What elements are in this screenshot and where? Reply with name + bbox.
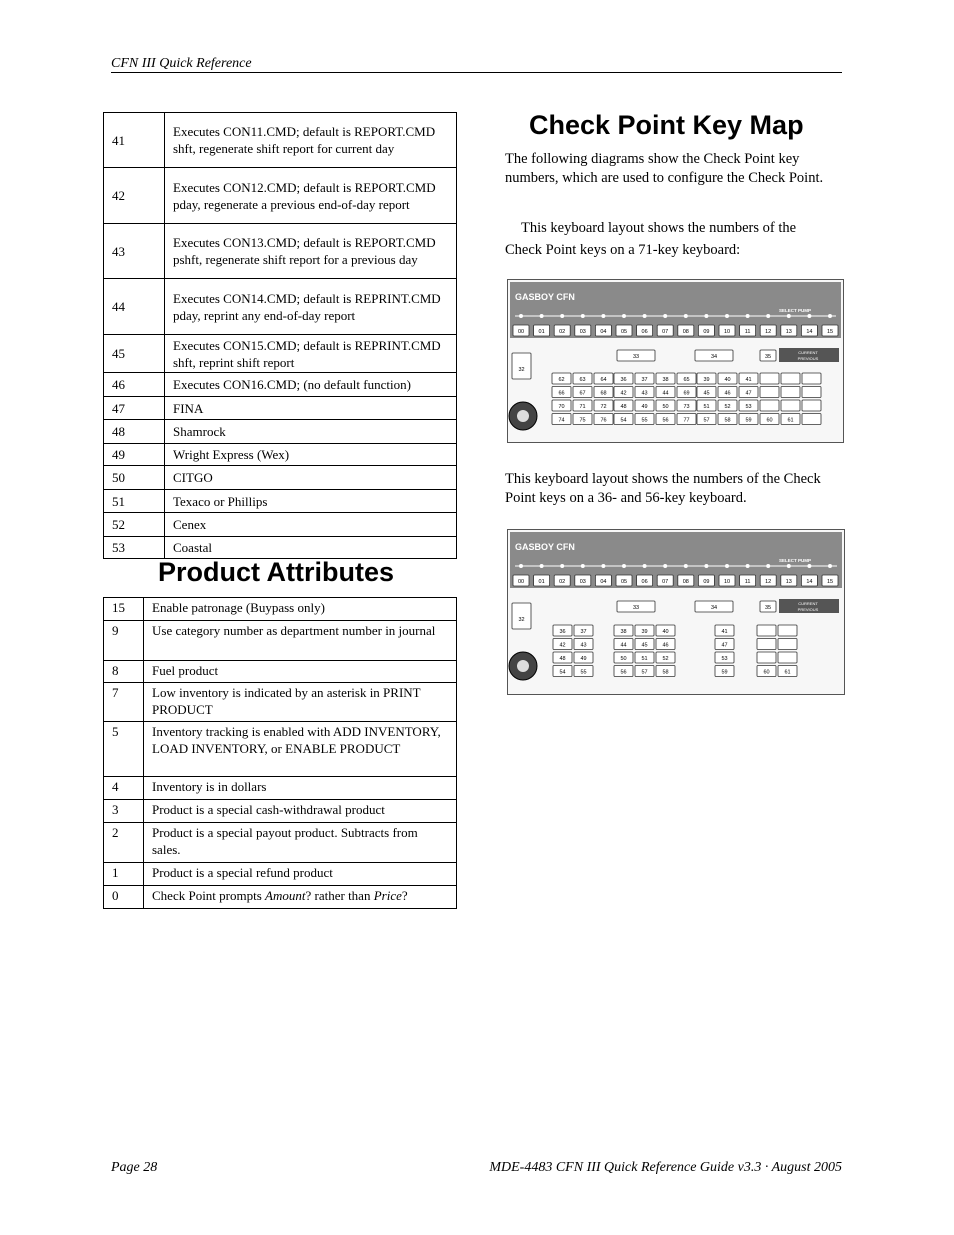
key-description: Executes CON14.CMD; default is REPRINT.CMD pday, reprint any end-of-day report: [165, 279, 457, 335]
key-label: 41: [745, 376, 752, 383]
key-label: 54: [620, 417, 627, 424]
running-header: CFN III Quick Reference: [111, 56, 842, 73]
key-label: 04: [600, 328, 607, 335]
key-number: 41: [104, 113, 165, 168]
key-label: 41: [721, 628, 728, 635]
key-label: 32: [518, 617, 525, 623]
table-row: [104, 490, 457, 513]
pump-led: [766, 314, 770, 318]
mode-dial-center: [517, 660, 529, 672]
key-label: 45: [641, 642, 648, 649]
key-number: 44: [104, 279, 165, 335]
key-label: 02: [559, 328, 566, 335]
key-label: 39: [641, 628, 648, 635]
bit-number: 2: [104, 823, 144, 863]
pump-led: [601, 314, 605, 318]
key-label: 61: [784, 669, 791, 676]
key-description: Wright Express (Wex): [165, 444, 457, 466]
key-label: 61: [787, 417, 794, 424]
key-label: 54: [559, 669, 566, 676]
pump-led: [787, 564, 791, 568]
table-row: [104, 661, 457, 683]
pump-led: [601, 564, 605, 568]
table-row: [104, 777, 457, 800]
key-label: 33: [632, 604, 640, 611]
key-label: 33: [632, 353, 640, 360]
key-label: 49: [580, 655, 587, 662]
key-label: 57: [641, 669, 648, 676]
key: [781, 400, 800, 411]
key-number: 46: [104, 373, 165, 397]
brand-logo: GASBOY CFN: [515, 542, 575, 552]
key-label: 05: [620, 578, 628, 585]
key-label: 75: [579, 417, 586, 424]
key-label: 00: [517, 328, 525, 335]
key: [760, 373, 779, 384]
pump-led: [766, 564, 770, 568]
key: [802, 387, 821, 398]
key: [778, 639, 797, 650]
pump-led: [828, 564, 832, 568]
key-label: 42: [620, 390, 627, 397]
key-label: 09: [703, 328, 710, 335]
key-label: 39: [703, 376, 710, 383]
desc-italic: Price: [373, 888, 402, 903]
key: [512, 353, 531, 379]
key-label: 08: [682, 328, 689, 335]
key: [802, 373, 821, 384]
key: [757, 625, 776, 636]
pump-led: [519, 564, 523, 568]
table-row: [104, 420, 457, 444]
key-label: 53: [745, 403, 752, 410]
key-label: 44: [620, 642, 627, 649]
table-row: [104, 598, 457, 621]
layout-71-caption: This keyboard layout shows the numbers of the Check Point keys on a 71-key keyboard:: [505, 220, 797, 258]
pump-led: [746, 314, 750, 318]
table-row: [104, 113, 457, 168]
pump-led: [704, 564, 708, 568]
key: [760, 387, 779, 398]
key: [778, 625, 797, 636]
key-description: Texaco or Phillips: [165, 490, 457, 513]
key-label: 58: [662, 669, 669, 676]
key-label: 07: [662, 328, 669, 335]
key-label: 51: [641, 655, 648, 662]
previous-label: PREVIOUS: [797, 607, 819, 612]
key-label: 06: [641, 578, 648, 585]
pump-led: [663, 564, 667, 568]
key-label: 43: [580, 642, 587, 649]
section-heading-product-attributes: Product Attributes: [158, 557, 394, 587]
desc-italic: Amount: [265, 888, 306, 903]
current-label: CURRENT: [798, 601, 818, 606]
key-label: 35: [764, 604, 772, 611]
bit-number: 9: [104, 621, 144, 661]
bit-number: 1: [104, 863, 144, 886]
table-row: [104, 683, 457, 722]
current-label: CURRENT: [798, 350, 818, 355]
key-label: 34: [710, 604, 718, 611]
key: [802, 414, 821, 425]
key-label: 74: [558, 417, 565, 424]
key-label: 15: [826, 578, 834, 585]
key-label: 12: [765, 578, 772, 585]
key-label: 60: [763, 669, 770, 676]
key: [512, 603, 531, 629]
key-label: 40: [724, 376, 731, 383]
key-label: 44: [662, 390, 669, 397]
key-label: 35: [764, 353, 772, 360]
bit-description: Inventory is in dollars: [144, 777, 457, 800]
pump-led: [581, 564, 585, 568]
pump-led: [519, 314, 523, 318]
key-label: 14: [806, 328, 813, 335]
key-label: 10: [723, 328, 731, 335]
key-label: 12: [765, 328, 772, 335]
key-description: Executes CON11.CMD; default is REPORT.CMD shft, regenerate shift report for current day: [165, 113, 457, 168]
page-number: Page 28: [111, 1160, 158, 1175]
table-row: [104, 224, 457, 279]
keyboard-71-diagram: [507, 279, 844, 443]
table-row: [104, 279, 457, 335]
bit-description: Product is a special refund product: [144, 863, 457, 886]
pump-led: [807, 314, 811, 318]
key: [757, 639, 776, 650]
key-label: 08: [682, 578, 689, 585]
key-label: 56: [620, 669, 627, 676]
table-row: [104, 335, 457, 373]
layout-36-caption: This keyboard layout shows the numbers of the Check Point keys on a 36- and 56-key keyboard.: [505, 471, 821, 506]
key-label: 53: [721, 655, 728, 662]
key-label: 11: [744, 578, 751, 585]
key: [781, 373, 800, 384]
key-label: 70: [558, 403, 565, 410]
bit-description: Enable patronage (Buypass only): [144, 598, 457, 621]
bit-number: 0: [104, 886, 144, 909]
pump-led: [560, 564, 564, 568]
pump-led: [663, 314, 667, 318]
pump-led: [560, 314, 564, 318]
table-row: [104, 537, 457, 559]
bit-description: Product is a special payout product. Subtracts from sales.: [144, 823, 457, 863]
key-number: 42: [104, 168, 165, 224]
key: [757, 652, 776, 663]
key-label: 36: [620, 376, 627, 383]
pump-led: [746, 564, 750, 568]
bit-number: 5: [104, 722, 144, 777]
key-label: 46: [662, 642, 669, 649]
key-label: 15: [826, 328, 834, 335]
key-label: 55: [580, 669, 587, 676]
key-number: 50: [104, 466, 165, 490]
bit-description: Product is a special cash-withdrawal product: [144, 800, 457, 823]
pump-led: [725, 314, 729, 318]
key-label: 56: [662, 417, 669, 424]
key-label: 09: [703, 578, 710, 585]
key-label: 63: [579, 376, 586, 383]
pump-led: [622, 314, 626, 318]
pump-led: [540, 314, 544, 318]
key-description: Executes CON12.CMD; default is REPORT.CMD pday, regenerate a previous end-of-day report: [165, 168, 457, 224]
key-label: 52: [662, 655, 669, 662]
key-label: 02: [559, 578, 566, 585]
key-label: 58: [724, 417, 731, 424]
key-description: Coastal: [165, 537, 457, 559]
key-label: 50: [662, 403, 669, 410]
product-attributes-table: [103, 597, 457, 909]
key-label: 42: [559, 642, 566, 649]
key-label: 49: [641, 403, 648, 410]
desc-text: ? rather than: [305, 888, 374, 903]
key-label: 34: [710, 353, 718, 360]
bit-description: Fuel product: [144, 661, 457, 683]
key-label: 11: [744, 328, 751, 335]
key-label: 52: [724, 403, 731, 410]
key-label: 45: [703, 390, 710, 397]
key-number: 47: [104, 397, 165, 420]
key-label: 71: [579, 403, 586, 410]
bit-number: 8: [104, 661, 144, 683]
pump-led: [828, 314, 832, 318]
previous-label: PREVIOUS: [797, 356, 819, 361]
key-label: 64: [600, 376, 607, 383]
table-row: [104, 168, 457, 224]
bit-number: 3: [104, 800, 144, 823]
table-row: [104, 397, 457, 420]
key-label: 01: [538, 578, 545, 585]
key-map-intro: The following diagrams show the Check Point key numbers, which are used to configure the Check Point.: [505, 151, 824, 186]
brand-logo: GASBOY CFN: [515, 292, 575, 302]
key-label: 48: [620, 403, 627, 410]
key-label: 68: [600, 390, 607, 397]
key-label: 67: [579, 390, 586, 397]
bit-description: Low inventory is indicated by an asterisk in PRINT PRODUCT: [144, 683, 457, 722]
table-row: [104, 621, 457, 661]
table-row: [104, 886, 457, 909]
key-label: 38: [620, 628, 627, 635]
pump-led: [704, 314, 708, 318]
table-row: [104, 863, 457, 886]
key-number: 48: [104, 420, 165, 444]
key-label: 32: [518, 367, 525, 373]
key-label: 06: [641, 328, 648, 335]
table-row: [104, 800, 457, 823]
key-description: Executes CON13.CMD; default is REPORT.CMD pshft, regenerate shift report for a previous day: [165, 224, 457, 279]
key-label: 03: [579, 328, 586, 335]
key-label: 60: [766, 417, 773, 424]
key-label: 38: [662, 376, 669, 383]
select-pump-label: SELECT PUMP: [778, 558, 812, 563]
key-label: 07: [662, 578, 669, 585]
key-label: 04: [600, 578, 607, 585]
key: [802, 400, 821, 411]
pump-led: [807, 564, 811, 568]
key-number: 49: [104, 444, 165, 466]
pump-led: [725, 564, 729, 568]
key-label: 57: [703, 417, 710, 424]
key-label: 76: [600, 417, 607, 424]
key-label: 43: [641, 390, 648, 397]
key-number: 45: [104, 335, 165, 373]
bit-description: Inventory tracking is enabled with ADD INVENTORY, LOAD INVENTORY, or ENABLE PRODUCT: [144, 722, 457, 777]
key-label: 10: [723, 578, 731, 585]
table-row: [104, 823, 457, 863]
key-label: 77: [683, 417, 690, 424]
key: [778, 652, 797, 663]
key-label: 69: [683, 390, 690, 397]
pump-led: [643, 314, 647, 318]
key-description: Executes CON15.CMD; default is REPRINT.CMD shft, reprint shift report: [165, 335, 457, 373]
key-label: 03: [579, 578, 586, 585]
bit-number: 7: [104, 683, 144, 722]
key-label: 47: [721, 642, 728, 649]
key-label: 40: [662, 628, 669, 635]
function-key-table: [103, 112, 457, 559]
key-label: 50: [620, 655, 627, 662]
key-label: 05: [620, 328, 628, 335]
key-label: 13: [785, 578, 792, 585]
key-label: 01: [538, 328, 545, 335]
key-label: 62: [558, 376, 565, 383]
pump-led: [622, 564, 626, 568]
key-label: 47: [745, 390, 752, 397]
key-number: 51: [104, 490, 165, 513]
key-description: Cenex: [165, 513, 457, 537]
key-label: 66: [558, 390, 565, 397]
bit-number: 4: [104, 777, 144, 800]
table-row: [104, 444, 457, 466]
key-label: 59: [745, 417, 752, 424]
key-description: Executes CON16.CMD; (no default function): [165, 373, 457, 397]
key-label: 14: [806, 578, 813, 585]
key-label: 13: [785, 328, 792, 335]
key-description: Shamrock: [165, 420, 457, 444]
pump-led: [643, 564, 647, 568]
pump-led: [684, 314, 688, 318]
key-label: 65: [683, 376, 690, 383]
document-id: MDE-4483 CFN III Quick Reference Guide v3.3 · August 2005: [489, 1160, 842, 1175]
table-row: [104, 373, 457, 397]
table-row: [104, 513, 457, 537]
key-number: 53: [104, 537, 165, 559]
select-pump-label: SELECT PUMP: [778, 308, 812, 313]
bit-number: 15: [104, 598, 144, 621]
key-label: 48: [559, 655, 566, 662]
mode-dial-center: [517, 410, 529, 422]
key-number: 43: [104, 224, 165, 279]
key: [781, 387, 800, 398]
keyboard-36-56-diagram: [507, 529, 845, 695]
desc-text: Check Point prompts: [152, 888, 266, 903]
desc-text: ?: [401, 888, 408, 903]
table-row: [104, 722, 457, 777]
key-label: 51: [703, 403, 710, 410]
bit-description: [144, 886, 457, 909]
key-label: 46: [724, 390, 731, 397]
key-label: 72: [600, 403, 607, 410]
section-heading-key-map: Check Point Key Map: [529, 110, 804, 140]
pump-led: [540, 564, 544, 568]
key-label: 00: [517, 578, 525, 585]
key-label: 73: [683, 403, 690, 410]
key-label: 55: [641, 417, 648, 424]
bit-description: Use category number as department number in journal: [144, 621, 457, 661]
key-label: 36: [559, 628, 566, 635]
pump-led: [684, 564, 688, 568]
table-row: [104, 466, 457, 490]
key-number: 52: [104, 513, 165, 537]
key: [760, 400, 779, 411]
key-label: 59: [721, 669, 728, 676]
key-description: CITGO: [165, 466, 457, 490]
pump-led: [787, 314, 791, 318]
key-label: 37: [641, 376, 648, 383]
pump-led: [581, 314, 585, 318]
key-label: 37: [580, 628, 587, 635]
key-description: FINA: [165, 397, 457, 420]
